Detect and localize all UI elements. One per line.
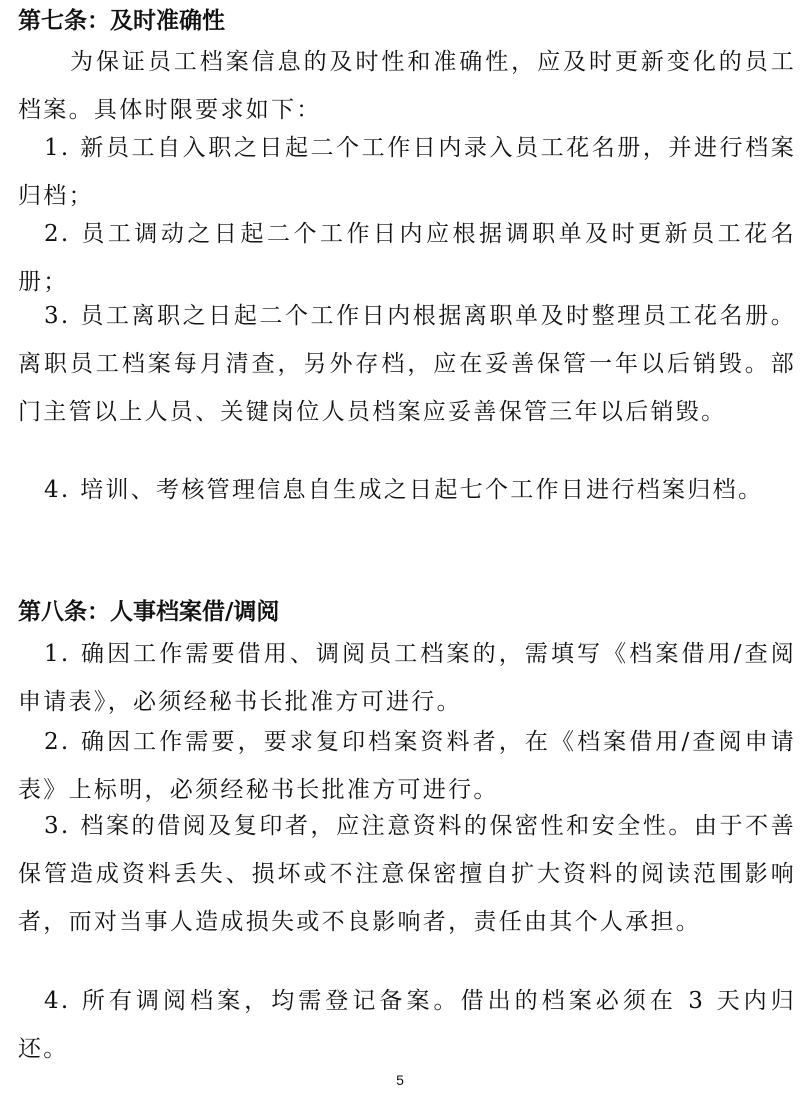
article7-item-2: 2. 员工调动之日起二个工作日内应根据调职单及时更新员工花名册； (18, 221, 796, 295)
article7-item-1: 1. 新员工自入职之日起二个工作日内录入员工花名册，并进行档案归档； (18, 135, 796, 209)
article7-heading: 第七条：及时准确性 (18, 8, 225, 34)
article8-item-2: 2. 确因工作需要，要求复印档案资料者，在《档案借用/查阅申请表》上标明，必须经秘书长批准方可进行。 (18, 729, 796, 803)
article7-intro: 为保证员工档案信息的及时性和准确性，应及时更新变化的员工档案。具体时限要求如下： (18, 49, 796, 123)
article8-item-4: 4. 所有调阅档案，均需登记备案。借出的档案必须在 3 天内归还。 (18, 988, 796, 1062)
page-number: 5 (396, 1072, 404, 1088)
article7-item-3: 3. 员工离职之日起二个工作日内根据离职单及时整理员工花名册。离职员工档案每月清查，另外存档，应在妥善保管一年以后销毁。部门主管以上人员、关键岗位人员档案应妥善保管三年以后销毁。 (18, 303, 796, 425)
article8-heading: 第八条：人事档案借/调阅 (18, 599, 280, 625)
article8-item-3: 3. 档案的借阅及复印者，应注意资料的保密性和安全性。由于不善保管造成资料丢失、损坏或不注意保密擅自扩大资料的阅读范围影响者，而对当事人造成损失或不良影响者，责任由其个人承担。 (18, 813, 796, 935)
article7-item-4: 4. 培训、考核管理信息自生成之日起七个工作日进行档案归档。 (44, 477, 764, 503)
article8-item-1: 1. 确因工作需要借用、调阅员工档案的，需填写《档案借用/查阅申请表》，必须经秘书长批准方可进行。 (18, 641, 796, 715)
